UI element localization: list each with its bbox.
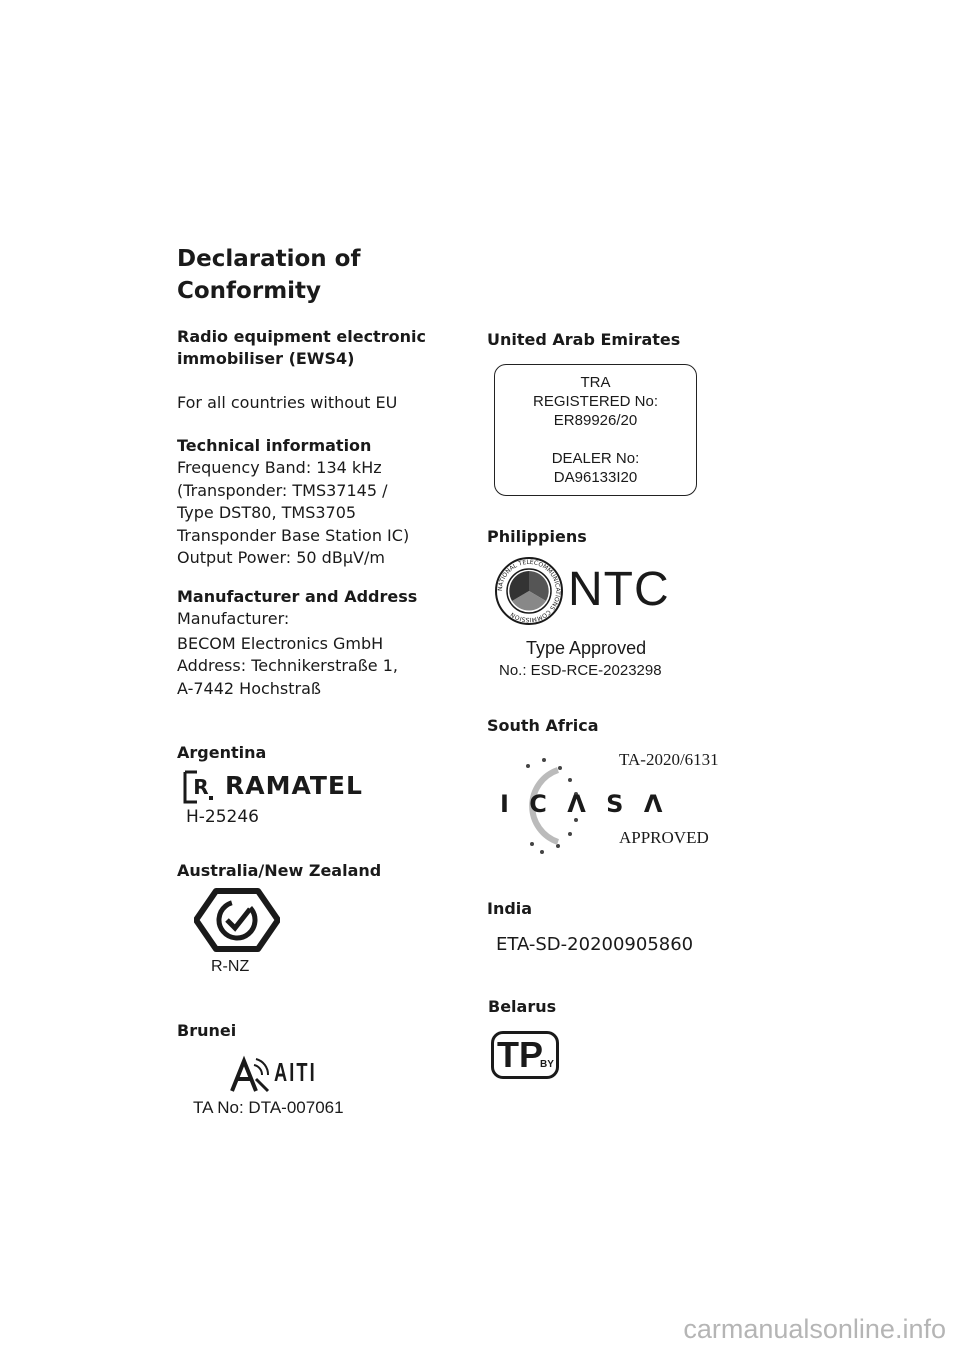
philippines-title: Philippiens — [487, 527, 587, 546]
india-title: India — [487, 899, 533, 918]
india-code: ETA-SD-20200905860 — [496, 934, 694, 955]
section-title: Radio equipment electronic immobiliser (EWS4) — [177, 327, 426, 368]
brunei-title: Brunei — [177, 1021, 237, 1040]
rcm-mark-icon — [194, 887, 280, 953]
ramatel-logo — [183, 770, 373, 804]
uae-title: United Arab Emirates — [487, 330, 681, 349]
aiti-signal-icon — [228, 1053, 272, 1095]
south-africa-title: South Africa — [487, 716, 599, 735]
tp-letters: TP — [497, 1034, 544, 1075]
tra-registration-box: TRA REGISTERED No: ER89926/20 DEALER No: DA96133I20 — [494, 364, 697, 496]
australia-title: Australia/New Zealand — [177, 861, 382, 880]
svg-text:R: R — [193, 775, 209, 799]
brunei-code: TA No: DTA-007061 — [193, 1098, 344, 1117]
manufacturer-title: Manufacturer and Address — [177, 587, 418, 606]
aiti-logo — [228, 1053, 328, 1095]
ramatel-wordmark: RAMATEL — [225, 771, 363, 800]
ntc-number: No.: ESD-RCE-2023298 — [499, 662, 662, 679]
eac-tp-logo — [491, 1031, 563, 1081]
australia-code: R-NZ — [211, 958, 250, 975]
manufacturer-address: Manufacturer and Address Manufacturer: BECOM Electronics GmbH Address: Technikerstraße 1, A-7442 Hochstraß — [177, 587, 418, 698]
icasa-approved: APPROVED — [619, 828, 709, 847]
by-letters: BY — [540, 1059, 554, 1070]
page-title: Declaration of Conformity — [177, 246, 361, 304]
belarus-title: Belarus — [488, 997, 557, 1016]
argentina-code: H-25246 — [186, 807, 259, 827]
argentina-title: Argentina — [177, 743, 267, 762]
ramatel-r-icon — [183, 770, 217, 804]
icasa-wordmark: I C Λ S Λ — [500, 790, 669, 818]
icasa-ta-code: TA-2020/6131 — [619, 750, 719, 769]
ntc-type-approved: Type Approved — [526, 638, 647, 658]
ntc-wordmark: NTC — [568, 563, 670, 616]
scope-text: For all countries without EU — [177, 393, 398, 412]
watermark: carmanualsonline.info — [683, 1314, 946, 1344]
ntc-seal-icon — [494, 556, 564, 626]
technical-information: Technical information Frequency Band: 134 kHz (Transponder: TMS37145 / Type DST80, TMS3705 Transponder Base Station IC) Output Power: 50 dBµV/m — [177, 436, 410, 567]
svg-text:NATIONAL TELECOMMUNICATIONS CO: NATIONAL TELECOMMUNICATIONS COMMISSION — [496, 558, 562, 624]
aiti-wordmark: AITI — [274, 1057, 317, 1087]
technical-information-title: Technical information — [177, 436, 372, 455]
